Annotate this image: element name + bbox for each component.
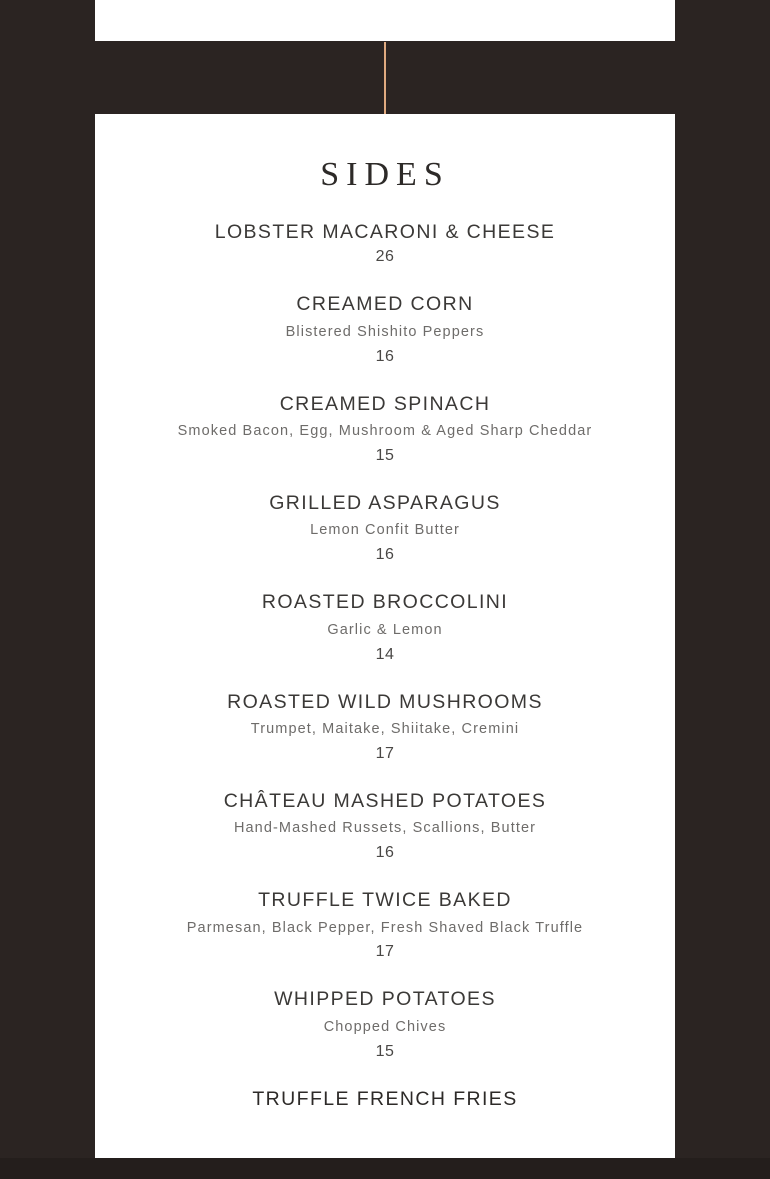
item-description: Blistered Shishito Peppers [285,323,485,340]
menu-item-list [95,220,675,1111]
list-item [95,220,675,266]
page-title: SIDES [320,156,450,193]
item-price: 26 [375,248,395,266]
item-price: 16 [375,546,395,564]
previous-section-panel-fragment [95,0,675,41]
list-item [95,789,675,862]
list-item [95,392,675,465]
list-item [95,1087,675,1111]
list-item [95,888,675,961]
item-name: WHIPPED POTATOES [274,988,496,1011]
list-item [95,292,675,365]
list-item [95,690,675,763]
list-item [95,590,675,663]
item-name: LOBSTER MACARONI & CHEESE [214,221,556,243]
item-price: 16 [375,347,395,365]
item-description: Smoked Bacon, Egg, Mushroom & Aged Sharp Cheddar [177,423,593,440]
item-description: Garlic & Lemon [327,621,443,638]
item-price: 16 [375,844,395,862]
item-price: 15 [375,446,395,464]
item-name: ROASTED WILD MUSHROOMS [227,690,543,713]
bottom-bar [0,1158,770,1179]
item-name: ROASTED BROCCOLINI [261,591,509,614]
item-description: Parmesan, Black Pepper, Fresh Shaved Black Truffle [186,919,584,936]
item-name: TRUFFLE TWICE BAKED [258,889,512,912]
item-price: 15 [375,1042,395,1060]
vertical-accent-divider [384,42,386,114]
item-price: 17 [375,943,395,961]
item-name: CHÂTEAU MASHED POTATOES [223,789,547,812]
item-description: Hand-Mashed Russets, Scallions, Butter [233,820,537,837]
list-item [95,491,675,564]
list-item [95,987,675,1060]
sides-menu-panel [95,114,675,1179]
item-description: Chopped Chives [323,1018,447,1035]
item-description: Lemon Confit Butter [310,522,460,539]
item-description: Trumpet, Maitake, Shiitake, Cremini [250,720,520,737]
item-name: TRUFFLE FRENCH FRIES [252,1087,518,1110]
item-name: CREAMED CORN [296,293,474,316]
item-price: 17 [375,744,395,762]
item-name: GRILLED ASPARAGUS [269,491,501,514]
item-name: CREAMED SPINACH [279,392,491,415]
item-price: 14 [375,645,395,663]
